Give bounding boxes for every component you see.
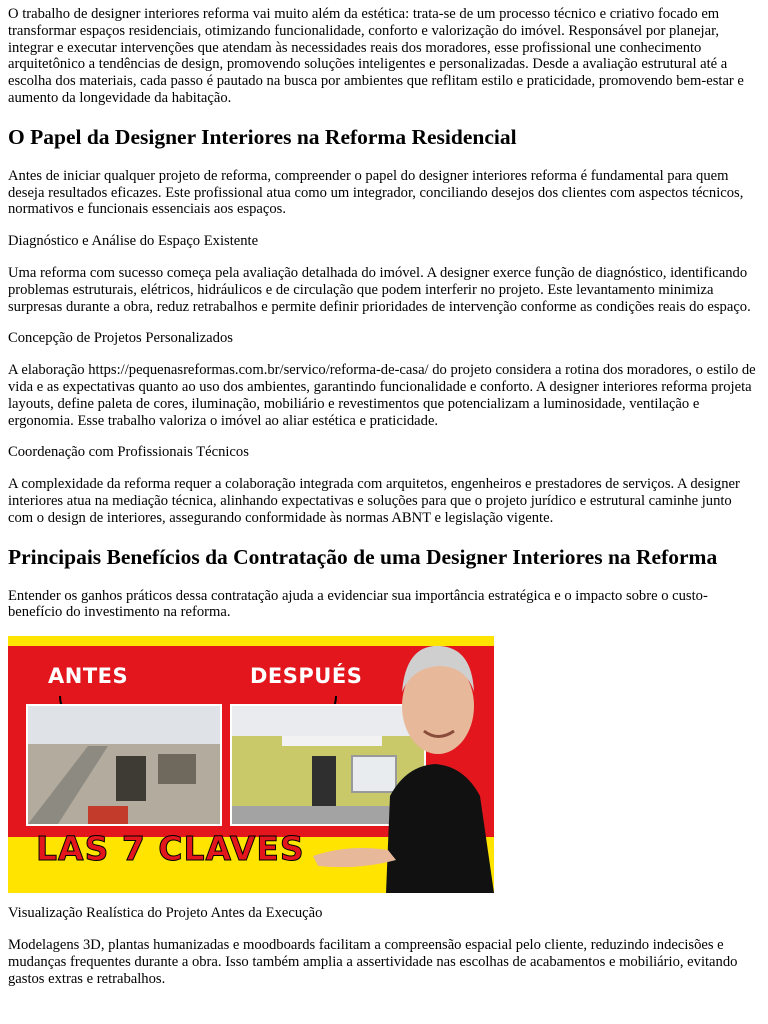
open-hand-picture xyxy=(308,836,398,876)
paragraph: A complexidade da reforma requer a colaboração integrada com arquitetos, engenheiros e prestadores de serviços. A designer interiores atua na mediação técnica, alinhando expectativas e soluções para que o projeto jurídico e estrutural caminhe junto com o design de interiores, assegurando conformidade às normas ABNT e legislação vigente. xyxy=(8,476,740,526)
old-house-picture xyxy=(28,706,220,824)
intro-paragraph: O trabalho de designer interiores reforma vai muito além da estética: trata-se de um processo técnico e criativo focado em transformar espaços residenciais, otimizando funcionalidade, conforto e valorização do imóvel. Responsável por planejar, integrar e executar intervenções que atendam às necessidades reais dos moradores, esse profissional une conhecimento arquitetônico a tendências de design, promovendo soluções inteligentes e personalizadas. Desde a avaliação estrutural até a escolha dos materiais, cada passo é pautado na busca por ambientes que reflitam estilo e praticidade, promovendo bem-estar e aumento da longevidade da habitação. xyxy=(8,6,744,106)
paragraph: Antes de iniciar qualquer projeto de reforma, compreender o papel do designer interiores reforma é fundamental para quem deseja resultados eficazes. Este profissional atua como um integrador, conciliando desejos dos clientes com aspectos técnicos, normativos e funcionais essenciais aos espaços. xyxy=(8,167,744,218)
before-after-image xyxy=(8,636,494,893)
section-heading-beneficios: Principais Benefícios da Contratação de uma Designer Interiores na Reforma xyxy=(8,544,718,569)
paragraph[interactable]: A elaboração https://pequenasreformas.com.br/servico/reforma-de-casa/ do projeto considera a rotina dos moradores, o estilo de vida e as expectativas quanto ao uso dos ambientes, garantindo funcionalidade e conforto. A designer interiores reforma projeta layouts, define paleta de cores, iluminação, mobiliário e revestimentos que potencializam a luminosidade, ventilação e ergonomia. Esse trabalho valoriza o imóvel ao aliar estética e praticidade. xyxy=(8,362,756,429)
before-photo xyxy=(26,704,222,826)
paragraph: Modelagens 3D, plantas humanizadas e moodboards facilitam a compreensão espacial pelo cliente, reduzindo indecisões e mudanças frequentes durante a obra. Isso também amplia a assertividade nas escolhas de acabamentos e mobiliário, evitando gastos extras e retrabalhos. xyxy=(8,936,738,987)
subheading-concepcao: Concepção de Projetos Personalizados xyxy=(8,330,233,347)
subheading-coordenacao: Coordenação com Profissionais Técnicos xyxy=(8,444,249,461)
paragraph: Entender os ganhos práticos dessa contratação ajuda a evidenciar sua importância estratégica e o impacto sobre o custo-benefício do investimento na reforma. xyxy=(8,587,708,621)
subheading-diagnostico: Diagnóstico e Análise do Espaço Existente xyxy=(8,233,259,250)
thumbnail-caption: LAS 7 CLAVES xyxy=(36,829,305,869)
before-label: ANTES xyxy=(48,664,129,689)
section-heading-papel: O Papel da Designer Interiores na Reforma Residencial xyxy=(8,124,517,149)
subheading-visualizacao: Visualização Realística do Projeto Antes da Execução xyxy=(8,905,323,922)
after-label: DESPUÉS xyxy=(250,664,363,689)
paragraph: Uma reforma com sucesso começa pela avaliação detalhada do imóvel. A designer exerce função de diagnóstico, identificando problemas estruturais, elétricos, hidráulicos e de circulação que podem interferir no projeto. Este levantamento minimiza surpresas durante a obra, reduz retrabalhos e permite definir prioridades de intervenção conforme as condições reais do espaço. xyxy=(8,264,751,315)
